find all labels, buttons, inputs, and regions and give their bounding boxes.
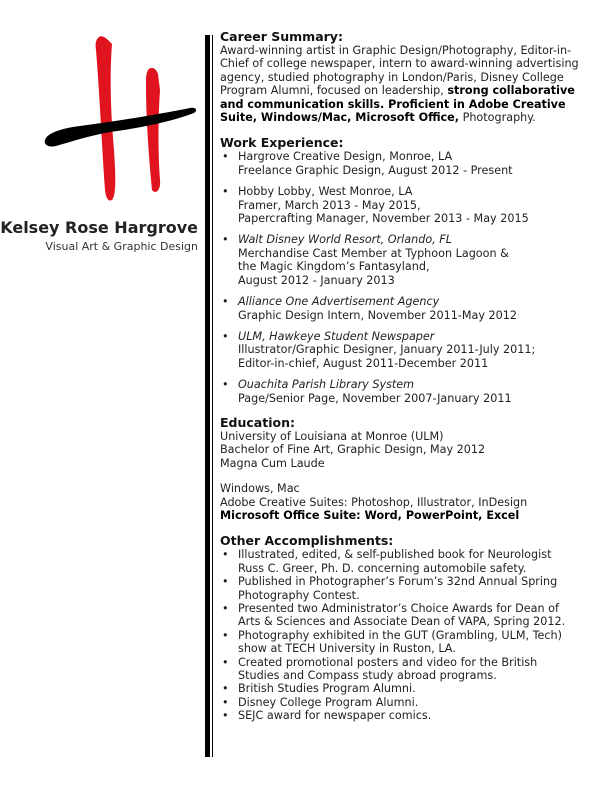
job-org: • Alliance One Advertisement Agency bbox=[238, 295, 440, 309]
job-line: Papercrafting Manager, November 2013 - May 2015 bbox=[238, 212, 529, 226]
accomplishment-line: • Disney College Program Alumni. bbox=[238, 695, 419, 709]
logo-brush-stroke bbox=[45, 108, 196, 147]
job-line: Merchandise Cast Member at Typhoon Lagoon & bbox=[238, 246, 509, 260]
job-item bbox=[220, 330, 590, 370]
resume-content bbox=[220, 30, 590, 723]
job-org: • Walt Disney World Resort, Orlando, FL bbox=[238, 233, 452, 247]
accomplishments-list bbox=[220, 548, 590, 722]
job-org: • Ouachita Parish Library System bbox=[238, 378, 415, 392]
job-line: Editor-in-chief, August 2011-December 2011 bbox=[238, 356, 489, 370]
accomplishment-item bbox=[220, 709, 590, 722]
divider-thin bbox=[212, 35, 213, 757]
divider-thick bbox=[205, 35, 210, 757]
accomplishment-line: • British Studies Program Alumni. bbox=[238, 682, 416, 696]
summary-plain: Award-winning artist in Graphic Design/Photography, Editor-in-Chief of college newspaper, intern to award-winning advertising agency, studied photography in London/Paris, Disney College Program Alumni, focused on leadership, bbox=[220, 44, 579, 98]
job-item bbox=[220, 185, 590, 225]
accomplishment-line: Russ C. Greer, Ph. D. concerning automobile safety. bbox=[238, 561, 527, 575]
accomplishment-line: • Created promotional posters and video for the British bbox=[238, 655, 538, 669]
summary-text bbox=[220, 44, 590, 124]
skills-line: Windows, Mac bbox=[220, 482, 300, 496]
education-title: Education: bbox=[220, 414, 295, 430]
job-item bbox=[220, 378, 590, 405]
accomplishment-line: Photography Contest. bbox=[238, 588, 360, 602]
job-org: • Hargrove Creative Design, Monroe, LA bbox=[238, 150, 453, 164]
accomplishment-line: • SEJC award for newspaper comics. bbox=[238, 709, 432, 723]
accomplishment-item bbox=[220, 682, 590, 695]
skills-line: Adobe Creative Suites: Photoshop, Illustrator, InDesign bbox=[220, 495, 528, 509]
logo-left-stroke bbox=[96, 36, 116, 200]
accomplishment-line: Studies and Compass study abroad programs. bbox=[238, 669, 497, 683]
accomplishment-item bbox=[220, 629, 590, 656]
accomplishment-item bbox=[220, 656, 590, 683]
summary-tail: Photography. bbox=[462, 111, 536, 125]
job-line: Illustrator/Graphic Designer, January 2011-July 2011; bbox=[238, 343, 536, 357]
summary-bold: strong collaborative and communication skills. Proficient in Adobe Creative Suite, Windows/Mac, Microsoft Office, bbox=[220, 84, 575, 125]
job-line: Framer, March 2013 - May 2015, bbox=[238, 198, 421, 212]
job-org: • ULM, Hawkeye Student Newspaper bbox=[238, 329, 435, 343]
education-line: University of Louisiana at Monroe (ULM) bbox=[220, 429, 444, 443]
accomplishment-line: Arts & Sciences and Associate Dean of VAPA, Spring 2012. bbox=[238, 615, 566, 629]
accomplishment-line: • Photography exhibited in the GUT (Grambling, ULM, Tech) bbox=[238, 628, 563, 642]
accomplishment-item bbox=[220, 575, 590, 602]
skills-bold-line: Microsoft Office Suite: Word, PowerPoint, Excel bbox=[220, 508, 520, 522]
job-line: the Magic Kingdom’s Fantasyland, bbox=[238, 260, 430, 274]
job-org: • Hobby Lobby, West Monroe, LA bbox=[238, 185, 413, 199]
accomplishment-line: • Published in Photographer’s Forum’s 32nd Annual Spring bbox=[238, 575, 558, 589]
accomplishment-item bbox=[220, 548, 590, 575]
accomplishment-line: • Presented two Administrator’s Choice Awards for Dean of bbox=[238, 602, 559, 615]
work-title: Work Experience: bbox=[220, 135, 344, 151]
candidate-subtitle: Visual Art & Graphic Design bbox=[45, 240, 198, 253]
candidate-name: Kelsey Rose Hargrove bbox=[0, 218, 198, 237]
job-item bbox=[220, 233, 590, 287]
education-line: Bachelor of Fine Art, Graphic Design, May 2012 bbox=[220, 443, 486, 457]
job-item bbox=[220, 295, 590, 322]
work-list bbox=[220, 150, 590, 405]
job-line: Page/Senior Page, November 2007-January 2011 bbox=[238, 391, 512, 405]
accomplishments-title: Other Accomplishments: bbox=[220, 533, 394, 549]
accomplishment-item bbox=[220, 696, 590, 709]
h-monogram-logo bbox=[40, 30, 200, 205]
job-line: August 2012 - January 2013 bbox=[238, 273, 395, 287]
job-line: Graphic Design Intern, November 2011-May 2012 bbox=[238, 308, 517, 322]
summary-title: Career Summary: bbox=[220, 29, 343, 44]
education-line: Magna Cum Laude bbox=[220, 456, 325, 470]
accomplishment-line: • Illustrated, edited, & self-published book for Neurologist bbox=[238, 548, 552, 562]
accomplishment-line: show at TECH University in Ruston, LA. bbox=[238, 642, 456, 656]
logo-right-stroke bbox=[146, 68, 160, 192]
accomplishment-item bbox=[220, 602, 590, 629]
job-item bbox=[220, 150, 590, 177]
job-line: Freelance Graphic Design, August 2012 - Present bbox=[238, 163, 513, 177]
